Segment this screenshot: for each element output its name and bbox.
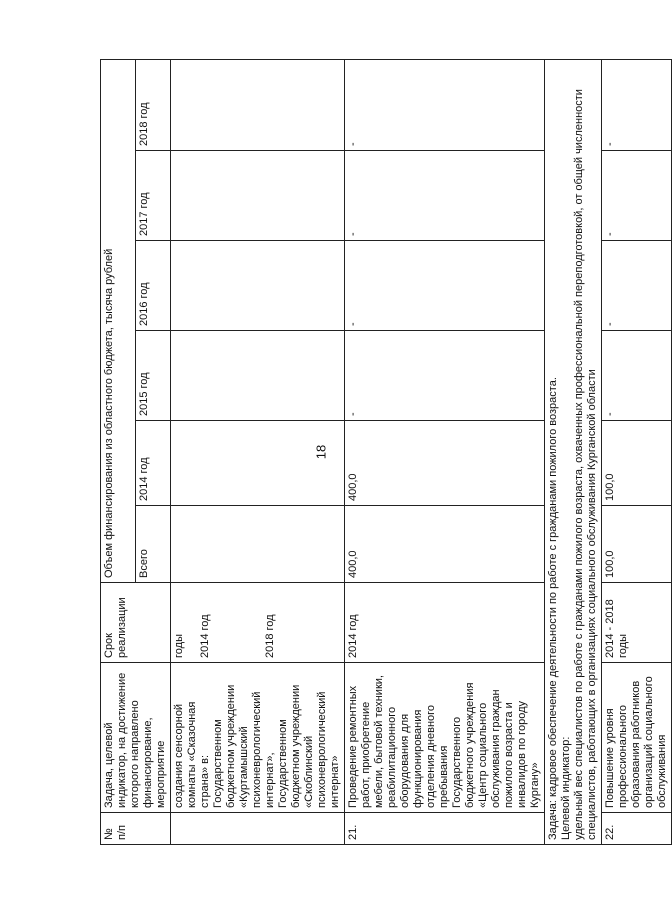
row-2017: -	[345, 151, 545, 241]
task-block-row	[545, 59, 602, 844]
header-row-1	[101, 59, 136, 844]
page-number: 18	[313, 444, 329, 460]
row-2014: 100,0	[602, 421, 672, 506]
rotated-table-container	[100, 60, 668, 845]
row-desc: создания сенсорной комнаты «Сказочная страна» в: Государственном бюджетном учреждении «Куртамышский психоневрологический интернат», Государственном бюджетном учреждении «Скоблинский психоневрологический интернат»	[171, 663, 345, 813]
indicator-text: удельный вес специалистов по работе с гражданами пожилого возраста, охваченных профессиональной переподготовкой, от общей численности специалистов, работающих в организациях социального обслуживания Курганской области	[573, 89, 598, 840]
row-desc: Проведение ремонтных работ, приобретение мебели, бытовой техники, реабилитационного оборудования для функционирования отделения дневного пребывания Государственного бюджетного учреждения «Центр социального обслуживания граждан пожилого возраста и инвалидов по городу Кургану»	[345, 663, 545, 813]
row-2014: 400,0	[345, 421, 545, 506]
row-2017	[171, 151, 345, 241]
task-block	[545, 59, 602, 844]
period-line	[186, 587, 199, 658]
period-line: годы	[173, 634, 185, 658]
period-line: 2018 год	[264, 614, 276, 658]
row-2016: -	[345, 241, 545, 331]
period-line	[238, 587, 251, 658]
header-task: Задача, целевой индикатор, на достижение которого направлено финансирование, мероприятие	[101, 663, 171, 813]
row-period: 2014 - 2018 годы	[602, 583, 672, 663]
row-2016	[171, 241, 345, 331]
row-num	[171, 813, 345, 845]
row-num: 21.	[345, 813, 545, 845]
funding-table	[100, 59, 672, 845]
row-2016: -	[602, 241, 672, 331]
table-row	[602, 59, 672, 844]
row-total: 100,0	[602, 506, 672, 583]
row-num: 22.	[602, 813, 672, 845]
header-total: Всего	[136, 506, 171, 583]
task-text: Задача: кадровое обеспечение деятельности по работе с гражданами пожилого возраста.	[547, 377, 559, 840]
row-2018: -	[345, 59, 545, 150]
row-period: 2014 год	[345, 583, 545, 663]
row-2014	[171, 421, 345, 506]
row-2017: -	[602, 151, 672, 241]
indicator-label: Целевой индикатор:	[560, 736, 572, 840]
header-year-2015: 2015 год	[136, 331, 171, 421]
row-2015: -	[602, 331, 672, 421]
header-num: № п/п	[101, 813, 171, 845]
header-period: Срок реализации	[101, 583, 171, 663]
period-line	[225, 587, 238, 658]
period-line: 2014 год	[199, 614, 211, 658]
row-2015	[171, 331, 345, 421]
table-row	[171, 59, 345, 844]
row-desc: Повышение уровня профессионального образования работников организаций социального обслуживания	[602, 663, 672, 813]
row-2018: -	[602, 59, 672, 150]
header-year-2014: 2014 год	[136, 421, 171, 506]
header-funding: Объем финансирования из областного бюджета, тысяча рублей	[101, 59, 136, 582]
period-line	[251, 587, 264, 658]
row-2018	[171, 59, 345, 150]
header-year-2017: 2017 год	[136, 151, 171, 241]
header-year-2016: 2016 год	[136, 241, 171, 331]
table-row	[345, 59, 545, 844]
row-period	[171, 583, 345, 663]
row-total: 400,0	[345, 506, 545, 583]
period-line	[212, 587, 225, 658]
row-total	[171, 506, 345, 583]
row-2015: -	[345, 331, 545, 421]
header-year-2018: 2018 год	[136, 59, 171, 150]
